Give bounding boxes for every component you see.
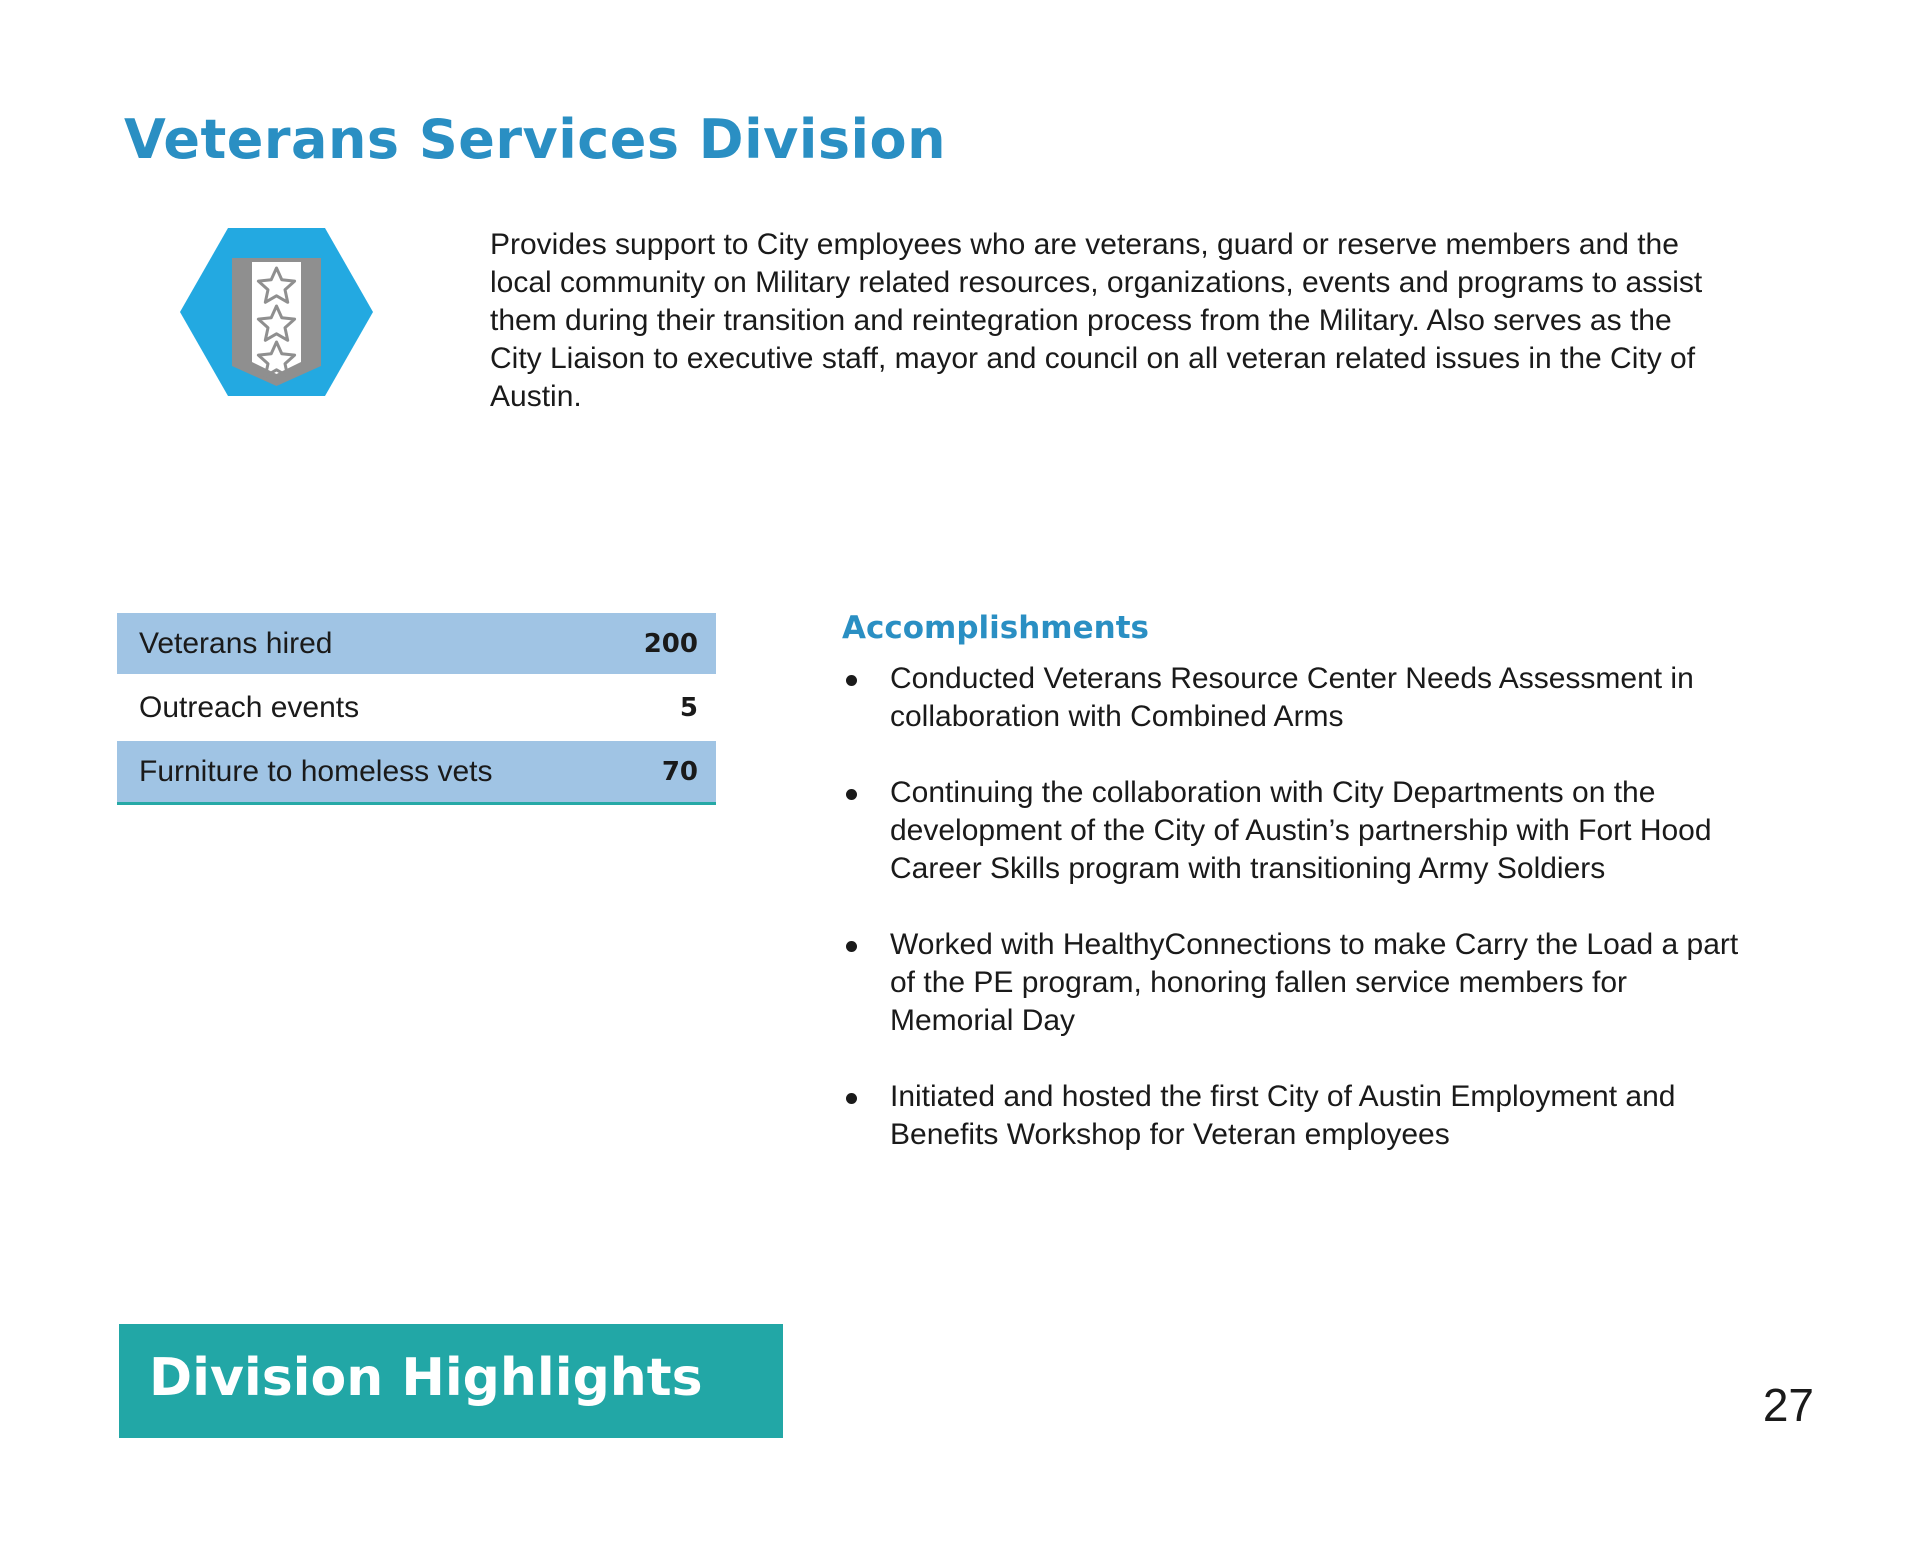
list-item-text: Worked with HealthyConnections to make Carry the Load a part of the PE program, honoring fallen service members for Memorial Day xyxy=(890,928,1739,1037)
page-title: Veterans Services Division xyxy=(124,108,947,171)
stat-label: Veterans hired xyxy=(117,613,600,674)
stat-value: 200 xyxy=(600,613,716,674)
list-item xyxy=(842,1078,1742,1154)
stats-table xyxy=(117,613,716,805)
stat-label: Furniture to homeless vets xyxy=(117,741,600,804)
list-item xyxy=(842,926,1742,1040)
list-item-text: Initiated and hosted the first City of Austin Employment and Benefits Workshop for Veteran employees xyxy=(890,1080,1676,1151)
list-item xyxy=(842,660,1742,736)
stat-label: Outreach events xyxy=(139,690,360,724)
stats-row xyxy=(117,674,716,741)
division-description: Provides support to City employees who are veterans, guard or reserve members and the local community on Military related resources, organizations, events and programs to assist them during their transition and reintegration process from the Military. Also serves as the City Liaison to executive staff, mayor and council on all veteran related issues in the City of Austin. xyxy=(490,228,1703,413)
bullet-icon xyxy=(846,941,857,952)
accomplishments-list xyxy=(842,660,1742,1192)
list-item-text: Conducted Veterans Resource Center Needs Assessment in collaboration with Combined Arms xyxy=(890,662,1694,733)
bullet-icon xyxy=(846,789,857,800)
list-item xyxy=(842,774,1742,888)
list-item-text: Continuing the collaboration with City Departments on the development of the City of Austin’s partnership with Fort Hood Career Skills program with transitioning Army Soldiers xyxy=(890,776,1712,885)
bullet-icon xyxy=(846,675,857,686)
veterans-emblem-icon xyxy=(180,228,373,396)
stats-row xyxy=(117,613,716,674)
bullet-icon xyxy=(846,1093,857,1104)
accomplishments-heading: Accomplishments xyxy=(842,610,1149,646)
banner-title: Division Highlights xyxy=(149,1348,703,1408)
stats-row xyxy=(117,741,716,804)
division-highlights-banner xyxy=(119,1324,783,1438)
stat-value: 70 xyxy=(600,741,716,804)
stat-value: 5 xyxy=(679,692,698,723)
page-number: 27 xyxy=(1762,1379,1814,1431)
